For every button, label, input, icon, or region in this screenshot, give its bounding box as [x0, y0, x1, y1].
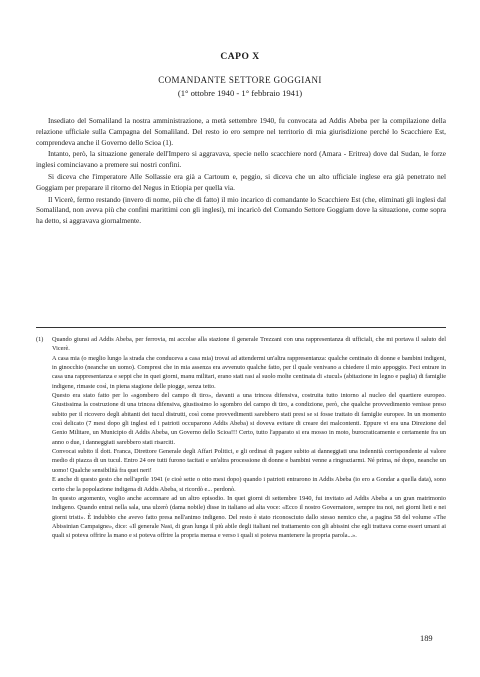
footnote-divider: [36, 327, 446, 328]
page-number: 189: [420, 634, 433, 643]
main-text: [36, 116, 446, 228]
body-paragraph: Il Vicerè, fermo restando (invero di nome, più che di fatto) il mio incarico di comandante lo Scacchiere Est (che, eliminati gli inglesi dal Somaliland, non aveva più che confini marittimi con gli inglesi), mi incaricò del Comando Settore Goggiam dove la situazione, come sopra ha detto, si aggravava giornalmente.: [36, 195, 446, 226]
footnote-paragraph: Questo era stato fatto per lo «sgombero del campo di tiro», davanti a una trincea difensiva, costruita tutto intorno al nucleo del quartiere europeo. Giustissima la costruzione di una trincea difensiva, giustissimo lo sgombro del campo di tiro, a condizione, però, che qualche provvedimento venisse preso subito per il ricovero degli abitanti dei tucul distrutti, così come provvedimenti sarebbero stati presi se si fosse trattato di famiglie europee. In un momento così delicato (7 mesi dopo gli inglesi ed i patrioti occuparono Addis Abeba) si doveva evitare di creare dei malcontenti. Eppure vi era una Direzione del Genio Militare, un Municipio di Addis Abeba, un Governo dello Scioa!!! Certo, tutto l'apparato si era mosso in moto, burocraticamente e certamente fra un anno o due, i danneggiati sarebbero stati risarciti.: [52, 392, 446, 446]
body-paragraph: Si diceva che l'imperatore Alle Sollassie era già a Cartoum e, peggio, si diceva che un alto ufficiale inglese era già penetrato nel Goggiam per preparare il ritorno del Negus in Etiopia per quella via.: [36, 172, 446, 192]
footnote-paragraph: In questo argomento, voglio anche accennare ad un altro episodio. In quei giorni di settembre 1940, fui invitato ad Addis Abeba a un gran matrimonio indigeno. Quando entrai nella sala, una ulzerò (dama nobile) disse in italiano ad alta voce: «Ecco il nostro Governatore, sempre tra noi, nei giorni lieti e nei giorni tristi». È indubbio che avevo fatto presa nell'animo indigeno. Del resto è stato riconosciuto dallo stesso nemico che, a pagina 58 del volume «The Abissinian Campaigne», dice: «Il generale Nasi, di gran lunga il più abile degli italiani nel trattamento con gli abissini che egli trattava come esseri umani ai quali si poteva offrire la mano e si poteva offrire la propria mensa e verso i quali si poteva mantenere la propria parola...».: [52, 494, 446, 540]
chapter-dates: (1° ottobre 1940 - 1° febbraio 1941): [177, 88, 303, 98]
chapter-heading: CAPO X: [220, 52, 260, 62]
footnote-paragraph: Quando giunsi ad Addis Abeba, per ferrovia, mi accolse alla stazione il generale Trezzani con una rappresentanza di ufficiali, che mi portava il saluto del Vicerè.: [52, 336, 446, 353]
footnote-paragraph: Convocai subito il dott. Franca, Direttore Generale degli Affari Politici, e gli ordinai di pagare subito ai danneggiati una indennità corrispondente al valore medio di piazza di un tucul. Entro 24 ore tutti furono tacitati e un'altra processione di donne e bambini venne a ringraziarmi. Né prima, né dopo, neanche un uomo! Qualche sensibilità fra quei neri!: [52, 448, 446, 474]
footnote-text: [52, 335, 446, 541]
chapter-title: COMANDANTE SETTORE GOGGIANI: [158, 75, 322, 85]
footnote-number: (1): [36, 336, 44, 343]
body-paragraph: Insediato del Somaliland la nostra amministrazione, a metà settembre 1940, fu convocata ad Addis Abeba per la compilazione della relazione ufficiale sulla Campagna del Somaliland. Del resto io ero sempre nel territorio di mia giurisdizione perché lo Scacchiere Est, comprendeva anche il Governo dello Scioa (1).: [36, 117, 446, 147]
footnote-paragraph: E anche di questo gesto che nell'aprile 1941 (e cioè sette o otto mesi dopo) quando i patrioti entrarono in Addis Abeba (io ero a Gondar a quella data), sono certo che la popolazione indigena di Addis Abeba, si ricordò e... perdonò.: [52, 476, 446, 493]
footnote: [36, 335, 446, 541]
body-paragraph: Intanto, però, la situazione generale dell'Impero si aggravava, specie nello scacchiere nord (Amara - Eritrea) dove dal Sudan, le forze inglesi cominciavano a premere sui nostri confini.: [36, 150, 446, 170]
footnote-paragraph: A casa mia (o meglio lungo la strada che conduceva a casa mia) trovai ad attendermi un'altra rappresentanza: qualche centinaio di donne e bambini indigeni, in ginocchio (neanche un uomo). Compresi che in mia assenza era avvenuto qualche fatto, per il quale venivano a chiedere il mio appoggio. Feci entrare in casa una rappresentanza e seppi che in quei giorni, manu militari, erano stati rasi al suolo molte centinaia di «tucul» (abitazione in legno e paglia) di famiglie indigene, rimaste così, in piena stagione delle piogge, senza tetto.: [52, 354, 446, 390]
